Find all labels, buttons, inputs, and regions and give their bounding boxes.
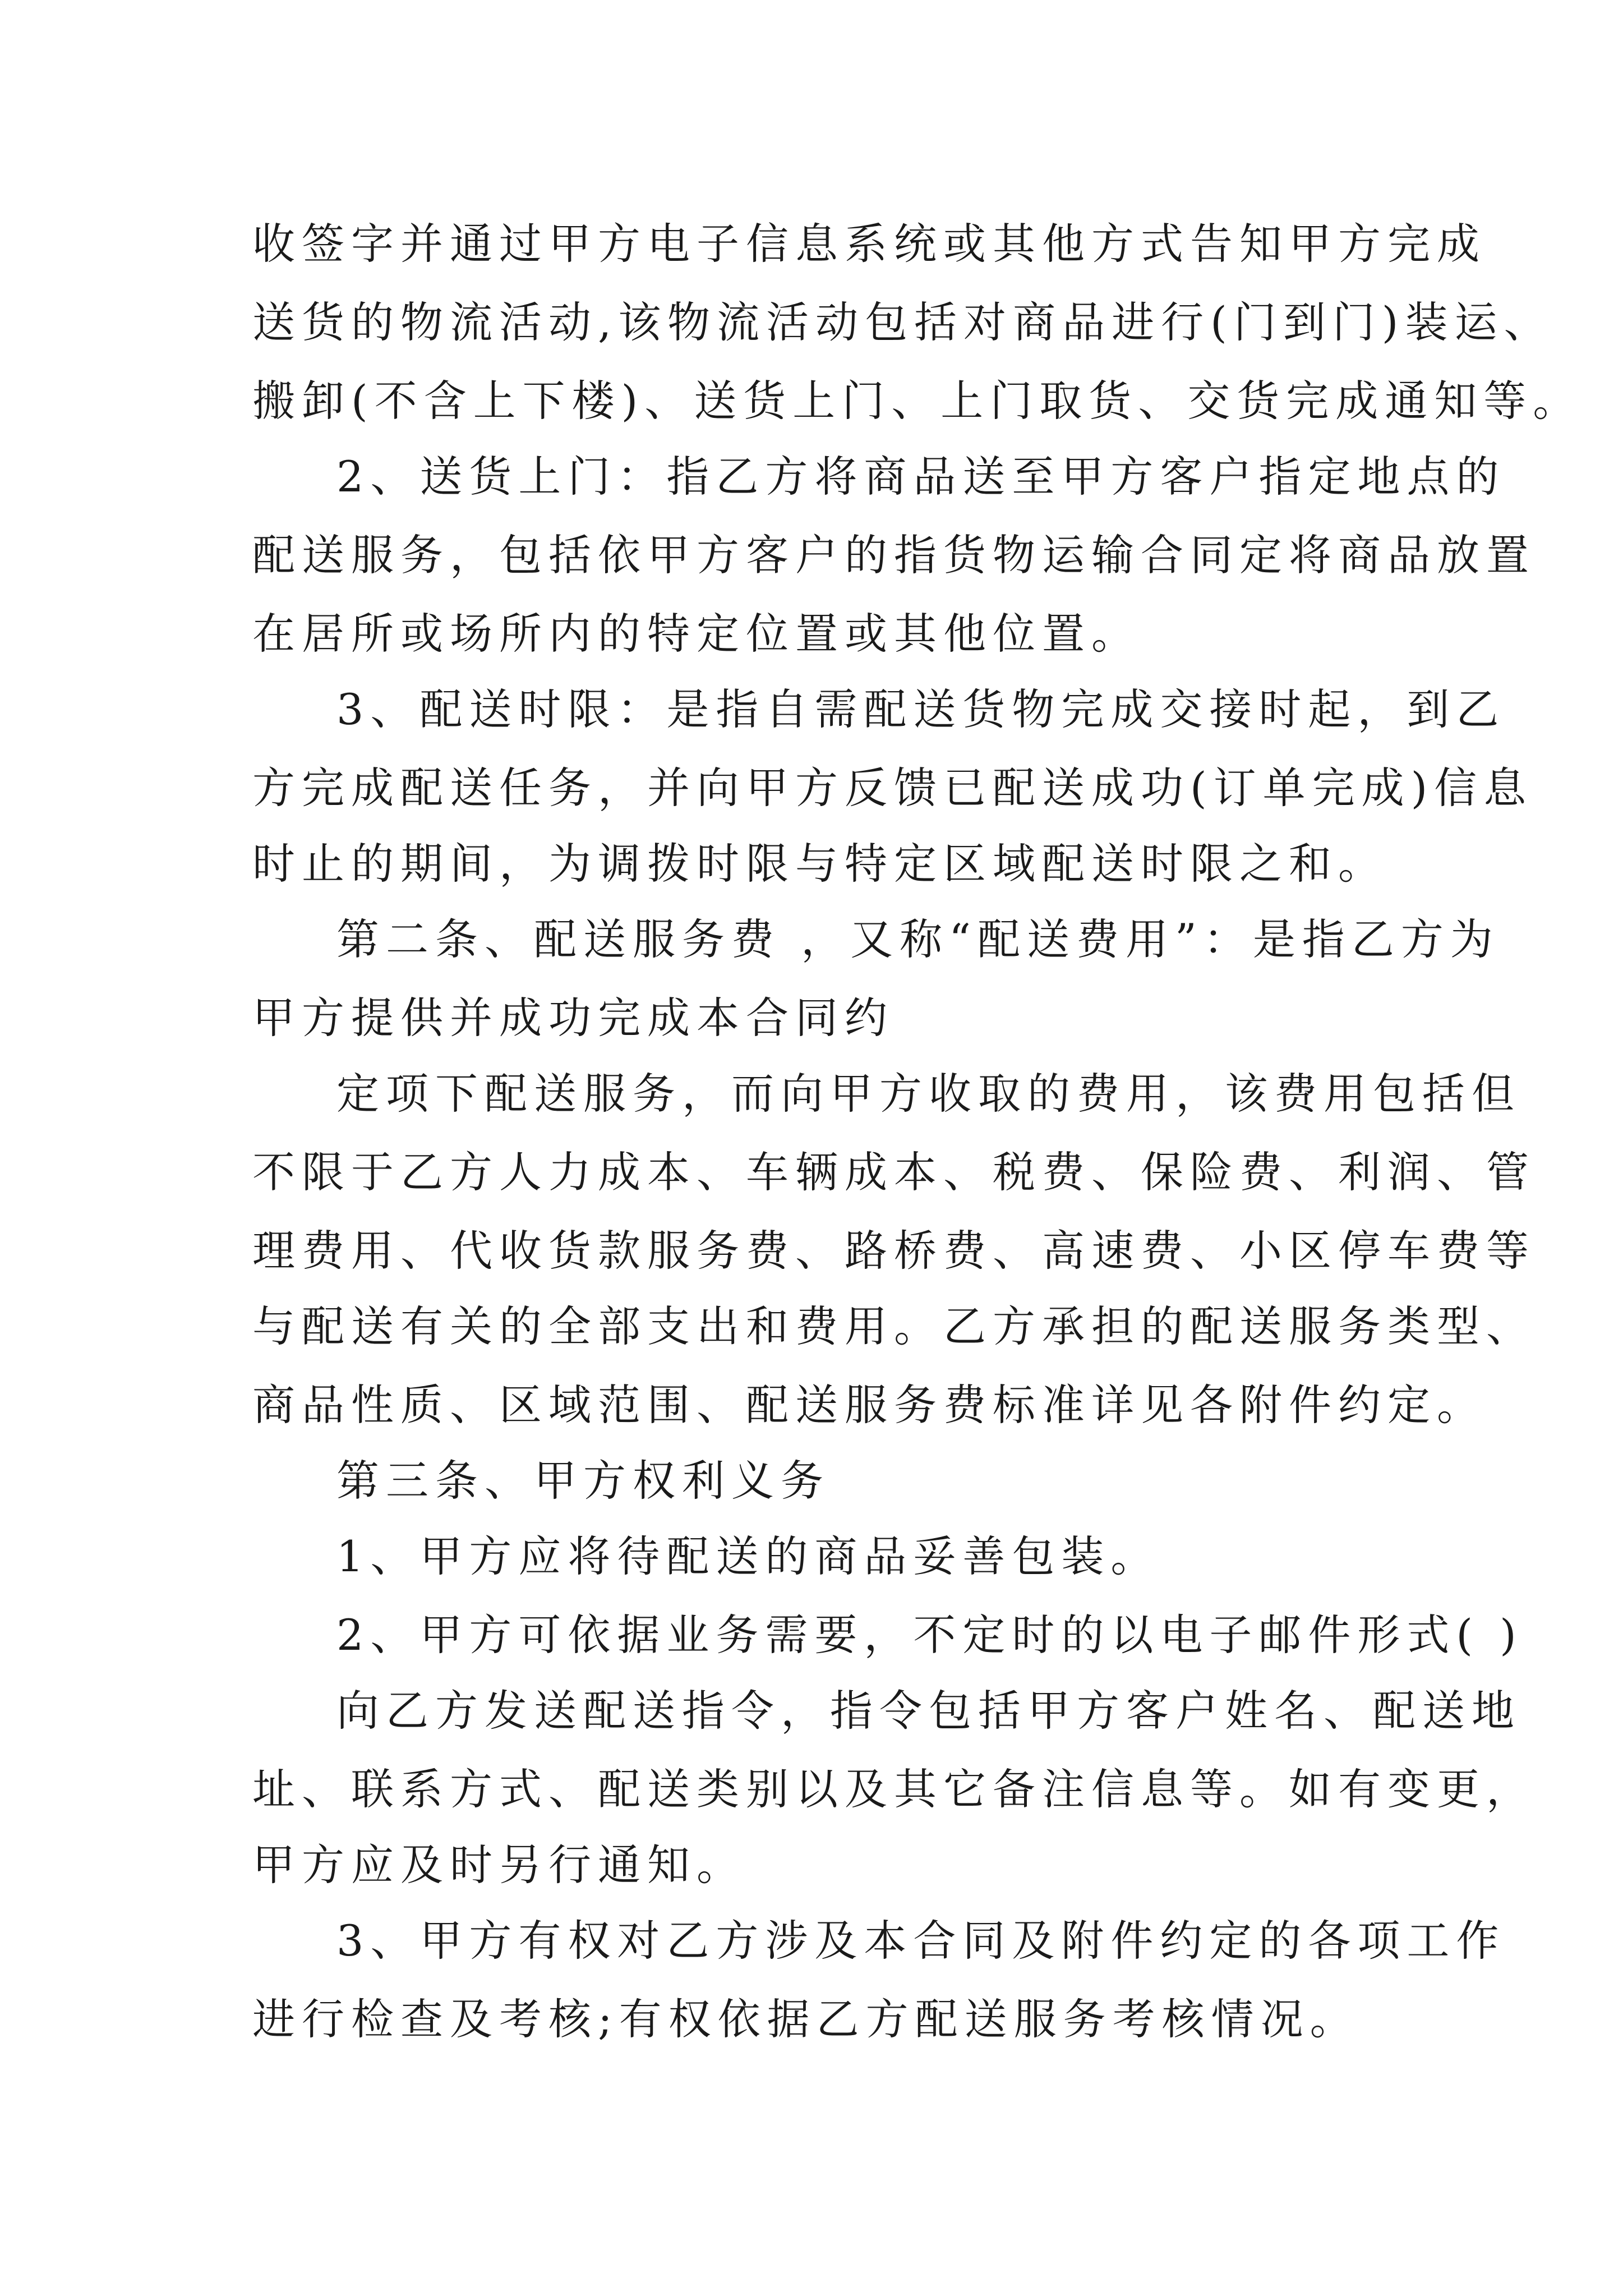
text-line: 时止的期间，为调拨时限与特定区域配送时限之和。 [252, 839, 1387, 889]
text-line: 搬卸(不含上下楼)、送货上门、上门取货、交货完成通知等。 [252, 376, 1583, 426]
text-line: 在居所或场所内的特定位置或其他位置。 [252, 609, 1141, 659]
text-line: 2、送货上门：指乙方将商品送至甲方客户指定地点的 [336, 452, 1506, 501]
text-line: 定项下配送服务，而向甲方收取的费用，该费用包括但 [336, 1069, 1521, 1119]
text-line: 方完成配送任务，并向甲方反馈已配送成功(订单完成)信息 [252, 763, 1533, 813]
text-line: 甲方提供并成功完成本合同约 [252, 993, 894, 1043]
text-line: 与配送有关的全部支出和费用。乙方承担的配送服务类型、 [252, 1301, 1536, 1351]
text-line: 向乙方发送配送指令，指令包括甲方客户姓名、配送地 [336, 1686, 1521, 1736]
text-line: 进行检查及考核;有权依据乙方配送服务考核情况。 [252, 1994, 1359, 2044]
text-line: 理费用、代收货款服务费、路桥费、高速费、小区停车费等 [252, 1226, 1536, 1276]
text-line: 商品性质、区域范围、配送服务费标准详见各附件约定。 [252, 1380, 1486, 1430]
text-line: 1、甲方应将待配送的商品妥善包装。 [336, 1531, 1160, 1581]
text-line: 不限于乙方人力成本、车辆成本、税费、保险费、利润、管 [252, 1147, 1536, 1197]
text-line: 址、联系方式、配送类别以及其它备注信息等。如有变更， [252, 1764, 1536, 1814]
text-line: 甲方应及时另行通知。 [252, 1840, 746, 1890]
text-line: 2、甲方可依据业务需要，不定时的以电子邮件形式( ) [336, 1610, 1523, 1660]
text-line: 3、配送时限：是指自需配送货物完成交接时起，到乙 [336, 684, 1506, 734]
section-heading: 第三条、甲方权利义务 [336, 1456, 830, 1506]
text-line: 收签字并通过甲方电子信息系统或其他方式告知甲方完成 [252, 219, 1486, 269]
text-line: 第二条、配送服务费 ，又称“配送费用”：是指乙方为 [336, 914, 1500, 964]
text-line: 送货的物流活动,该物流活动包括对商品进行(门到门)装运、 [252, 297, 1553, 347]
text-line: 配送服务，包括依甲方客户的指货物运输合同定将商品放置 [252, 530, 1536, 580]
text-line: 3、甲方有权对乙方涉及本合同及附件约定的各项工作 [336, 1916, 1506, 1966]
